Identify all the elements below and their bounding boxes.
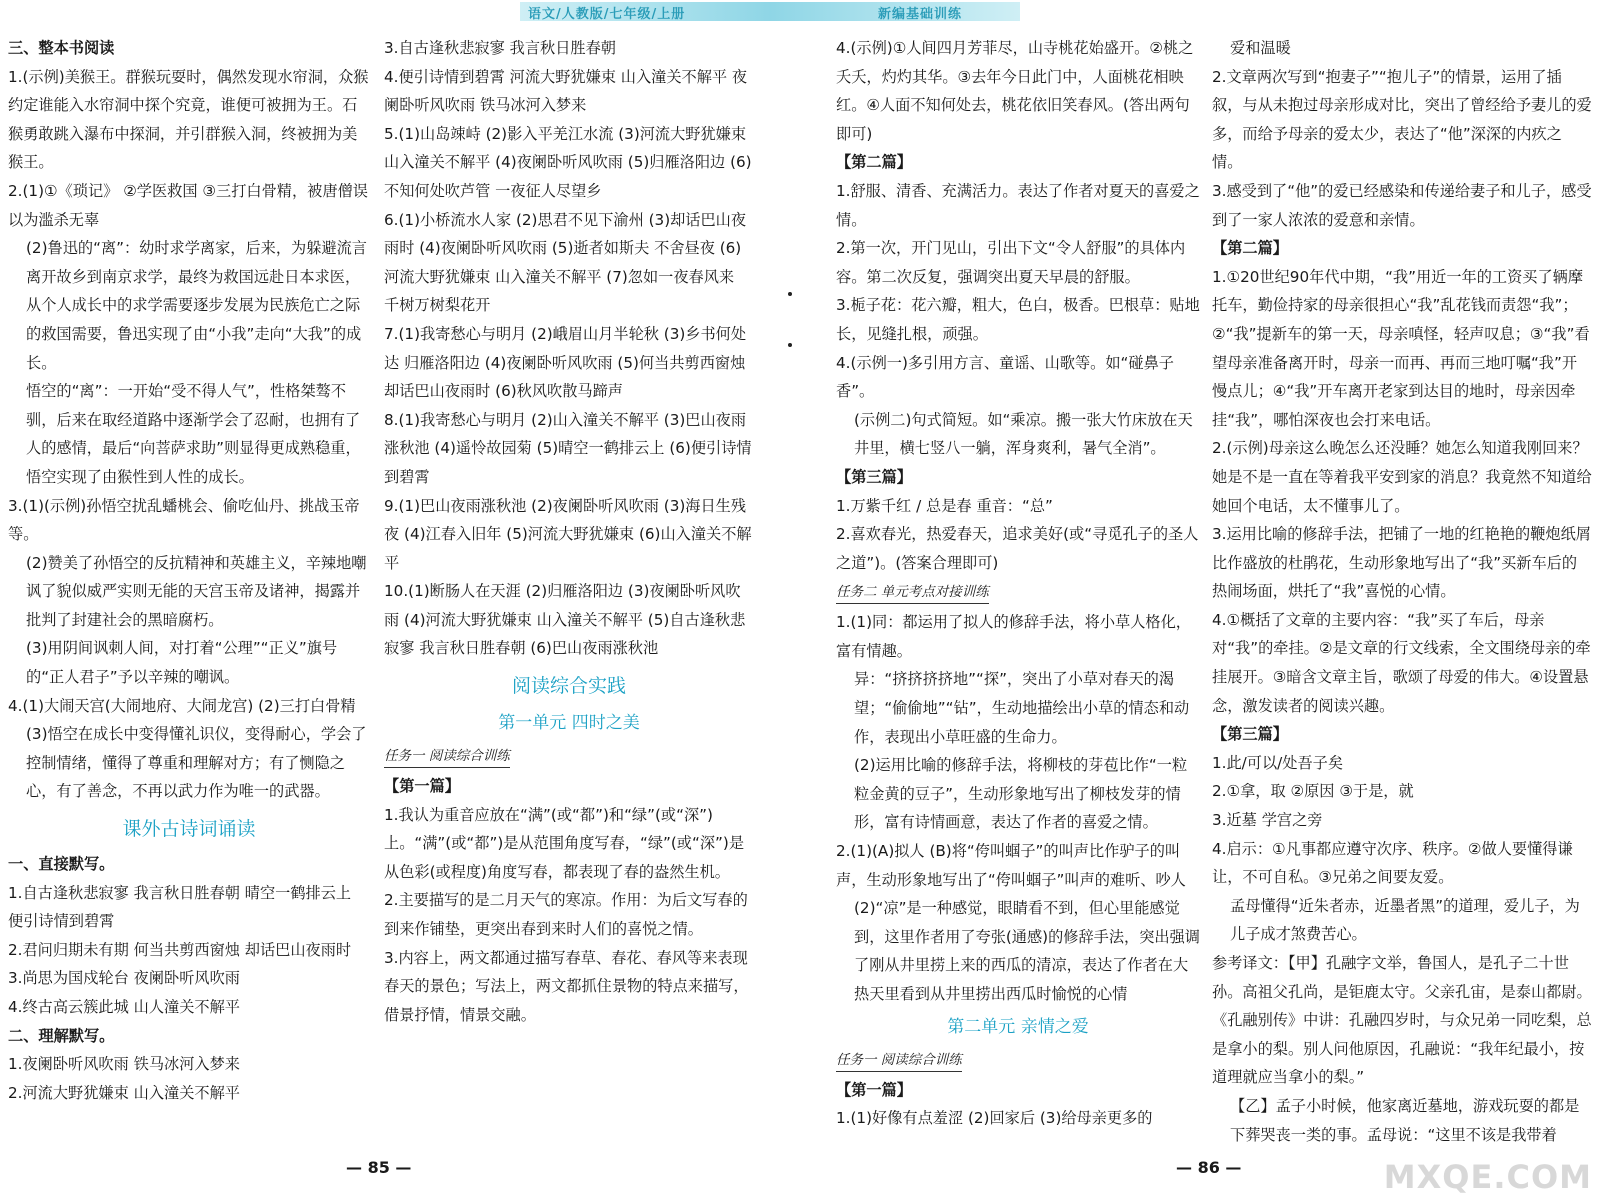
answer-paragraph: (2)赞美了孙悟空的反抗精神和英雄主义，辛辣地嘲讽了貌似威严实则无能的天宫玉帝及诸神，揭露并批判了封建社会的黑暗腐朽。 bbox=[26, 553, 367, 629]
binding-dot bbox=[788, 292, 792, 296]
section-heading: 课外古诗词诵读 bbox=[122, 818, 256, 841]
answer-paragraph: 3.自古逢秋悲寂寥 我言秋日胜春朝 bbox=[384, 39, 616, 57]
answer-paragraph: 异：“挤挤挤挤地”“探”，突出了小草对春天的渴望；“偷偷地”“钻”，生动地描绘出小草的情态和动作，表现出小草旺盛的生命力。 bbox=[854, 670, 1190, 746]
page-number-right: — 86 — bbox=[1176, 1158, 1242, 1177]
answer-paragraph: 2.(示例)母亲这么晚怎么还没睡？她怎么知道我刚回来？她是不是一直在等着我平安到家的消息？我竟然不知道给她回个电话，太不懂事儿了。 bbox=[1212, 439, 1592, 515]
answer-paragraph: (2)鲁迅的“离”：幼时求学离家，后来，为躲避流言离开故乡到南京求学，最终为救国远赴日本求医，从个人成长中的求学需要逐步发展为民族危亡之际的救国需要，鲁迅实现了由“小我”走向“大我”的成长。 bbox=[26, 239, 367, 372]
answer-paragraph: 【乙】孟子小时候，他家离近墓地，游戏玩耍的都是下葬哭丧一类的事。孟母说：“这里不该是我带着 bbox=[1230, 1096, 1580, 1144]
answer-paragraph: 1.舒服、清香、充满活力。表达了作者对夏天的喜爱之情。 bbox=[836, 181, 1200, 229]
answer-paragraph: 3.感受到了“他”的爱已经感染和传递给妻子和儿子，感受到了一家人浓浓的爱意和亲情。 bbox=[1212, 181, 1592, 229]
answer-paragraph: 1.①20世纪90年代中期，“我”用近一年的工资买了辆摩托车，勤俭持家的母亲很担心“我”乱花钱而责怨“我”；②“我”提新车的第一天，母亲嗔怪，轻声叹息；③“我”看望母亲准备离开时，母亲一而再、再而三地叮嘱“我”开慢点儿；④“我”开车离开老家到达目的地时，母亲因牵挂“我”，哪怕深夜也会打来电话。 bbox=[1212, 267, 1590, 429]
answer-paragraph: 1.此/可以/处吾子矣 bbox=[1212, 753, 1344, 772]
answer-paragraph: 参考译文：【甲】孔融字文举，鲁国人，是孔子二十世孙。高祖父孔尚，是钜鹿太守。父亲孔宙，是泰山都尉。《孔融别传》中讲：孔融四岁时，与众兄弟一同吃梨，总是拿小的梨。别人问他原因，孔融说：“我年纪最小，按道理就应当拿小的梨。” bbox=[1212, 954, 1592, 1087]
task-heading: 任务二 单元考点对接训练 bbox=[836, 581, 989, 604]
subheading: 【第三篇】 bbox=[1212, 725, 1288, 744]
column-4 bbox=[1212, 34, 1592, 1149]
answer-paragraph: 爱和温暖 bbox=[1230, 39, 1291, 57]
answer-paragraph: 4.(1)大闹天宫(大闹地府、大闹龙宫) (2)三打白骨精 bbox=[8, 696, 356, 715]
answer-paragraph: 1.(1)同：都运用了拟人的修辞手法，将小草人格化，富有情趣。 bbox=[836, 613, 1191, 660]
binding-dot bbox=[788, 343, 792, 347]
answer-paragraph: 1.夜阑卧听风吹雨 铁马冰河入梦来 bbox=[8, 1055, 240, 1074]
answer-paragraph: 2.第一次，开门见山，引出下文“令人舒服”的具体内容。第二次反复，强调突出夏天早晨的舒服。 bbox=[836, 239, 1186, 286]
answer-paragraph: 4.启示：①凡事都应遵守次序、秩序。②做人要懂得谦让，不可自私。③兄弟之间要友爱。 bbox=[1212, 839, 1573, 887]
answer-paragraph: 悟空的“离”：一开始“受不得人气”，性格桀骜不驯，后来在取经道路中逐渐学会了忍耐，也拥有了人的感情，最后“向菩萨求助”则显得更成熟稳重，悟空实现了由猴性到人性的成长。 bbox=[26, 382, 361, 486]
task-row bbox=[836, 577, 1200, 608]
answer-paragraph: 1.(1)好像有点羞涩 (2)回家后 (3)给母亲更多的 bbox=[836, 1109, 1153, 1128]
answer-paragraph: 4.便引诗情到碧霄 河流大野犹嫌束 山入潼关不解平 夜阑卧听风吹雨 铁马冰河入梦来 bbox=[384, 67, 748, 115]
subheading: 【第三篇】 bbox=[836, 467, 912, 486]
answer-paragraph: 1.我认为重音应放在“满”(或“都”)和“绿”(或“深”)上。“满”(或“都”)是从范围角度写春，“绿”(或“深”)是从色彩(或程度)角度写春，都表现了春的盎然生机。 bbox=[384, 805, 745, 881]
answer-paragraph: (示例二)句式简短。如“乘凉。搬一张大竹床放在天井里，横七竖八一躺，浑身爽利，暑气全消”。 bbox=[854, 410, 1193, 458]
column-2 bbox=[384, 34, 754, 1029]
answer-paragraph: 2.喜欢春光，热爱春天，追求美好(或“寻觅孔子的圣人之道”)。(答案合理即可) bbox=[836, 525, 1199, 572]
answer-paragraph: 10.(1)断肠人在天涯 (2)归雁洛阳边 (3)夜阑卧听风吹雨 (4)河流大野犹嫌束 山入潼关不解平 (5)自古逢秋悲寂寥 我言秋日胜春朝 (6)巴山夜雨涨秋池 bbox=[384, 582, 746, 658]
header-series: 新编基础训练 bbox=[878, 7, 963, 22]
task-heading: 任务一 阅读综合训练 bbox=[836, 1049, 962, 1072]
answer-paragraph: 3.内容上，两文都通过描写春草、春花、春风等来表现春天的景色；写法上，两文都抓住景物的特点来描写，借景抒情，情景交融。 bbox=[384, 948, 749, 1024]
subheading: 【第一篇】 bbox=[836, 1080, 912, 1099]
answer-paragraph: 6.(1)小桥流水人家 (2)思君不见下渝州 (3)却话巴山夜雨时 (4)夜阑卧听风吹雨 (5)逝者如斯夫 不舍昼夜 (6)河流大野犹嫌束 山入潼关不解平 (7)忽如一夜春风来 千树万树梨花开 bbox=[384, 210, 747, 315]
answer-paragraph: (3)用阴间讽刺人间，对打着“公理”“正义”旗号的“正人君子”予以辛辣的嘲讽。 bbox=[26, 639, 338, 687]
answer-paragraph: 2.君问归期未有期 何当共剪西窗烛 却话巴山夜雨时 bbox=[8, 940, 352, 959]
header-subject: 语文/人教版/七年级/上册 bbox=[528, 7, 686, 22]
answer-paragraph: 2.(1)(A)拟人 (B)将“侉叫蝈子”的叫声比作驴子的叫声，生动形象地写出了“侉叫蝈子”叫声的难听、吵人 bbox=[836, 842, 1186, 889]
task-row bbox=[836, 1045, 1200, 1076]
subheading: 【第一篇】 bbox=[384, 777, 460, 796]
column-3 bbox=[836, 34, 1200, 1133]
page-header bbox=[0, 0, 1600, 24]
answer-paragraph: 4.终古高云簇此城 山人潼关不解平 bbox=[8, 998, 240, 1016]
section-heading: 第二单元 亲情之爱 bbox=[947, 1016, 1089, 1037]
answer-paragraph: 3.近墓 学宫之旁 bbox=[1212, 811, 1323, 830]
answer-paragraph: 1.(示例)美猴王。群猴玩耍时，偶然发现水帘洞，众猴约定谁能入水帘洞中探个究竟，谁便可被拥为王。石猴勇敢跳入瀑布中探洞，并引群猴入洞，终被拥为美猴王。 bbox=[8, 67, 369, 172]
subheading: 一、直接默写。 bbox=[8, 855, 115, 874]
answer-paragraph: 1.万紫千红 / 总是春 重音：“总” bbox=[836, 496, 1053, 515]
answer-paragraph: 7.(1)我寄愁心与明月 (2)峨眉山月半轮秋 (3)乡书何处达 归雁洛阳边 (4)夜阑卧听风吹雨 (5)何当共剪西窗烛 却话巴山夜雨时 (6)秋风吹散马蹄声 bbox=[384, 324, 747, 401]
subheading: 二、理解默写。 bbox=[8, 1026, 115, 1045]
watermark: MXQE.COM bbox=[1383, 1158, 1592, 1196]
answer-paragraph: 3.(1)(示例)孙悟空扰乱蟠桃会、偷吃仙丹、挑战玉帝等。 bbox=[8, 496, 360, 544]
column-1 bbox=[8, 34, 370, 1107]
subheading: 【第二篇】 bbox=[1212, 239, 1288, 258]
answer-paragraph: 2.主要描写的是二月天气的寒凉。作用：为后文写春的到来作铺垫，更突出春到来时人们的喜悦之情。 bbox=[384, 891, 748, 939]
answer-paragraph: 孟母懂得“近朱者赤，近墨者黑”的道理，爱儿子，为儿子成才煞费苦心。 bbox=[1230, 896, 1580, 944]
answer-paragraph: 2.河流大野犹嫌束 山入潼关不解平 bbox=[8, 1083, 240, 1102]
answer-paragraph: (3)悟空在成长中变得懂礼识仪，变得耐心，学会了控制情绪，懂得了尊重和理解对方；有了恻隐之心，有了善念，不再以武力作为唯一的武器。 bbox=[26, 725, 367, 801]
answer-paragraph: (2)运用比喻的修辞手法，将柳枝的芽苞比作“一粒粒金黄的豆子”，生动形象地写出了柳枝发芽的情形，富有诗情画意，表达了作者的喜爱之情。 bbox=[854, 756, 1188, 832]
task-row bbox=[384, 741, 754, 772]
answer-paragraph: 9.(1)巴山夜雨涨秋池 (2)夜阑卧听风吹雨 (3)海日生残夜 (4)江春入旧年 (5)河流大野犹嫌束 (6)山入潼关不解平 bbox=[384, 496, 752, 572]
section-heading: 第一单元 四时之美 bbox=[498, 713, 640, 734]
answer-paragraph: 1.自古逢秋悲寂寥 我言秋日胜春朝 晴空一鹤排云上 便引诗情到碧霄 bbox=[8, 883, 352, 931]
answer-paragraph: 2.(1)①《琐记》 ②学医救国 ③三打白骨精，被唐僧误以为滥杀无辜 bbox=[8, 181, 368, 229]
answer-paragraph: 8.(1)我寄愁心与明月 (2)山入潼关不解平 (3)巴山夜雨涨秋池 (4)遥怜故园菊 (5)晴空一鹤排云上 (6)便引诗情到碧霄 bbox=[384, 410, 752, 486]
answer-paragraph: 5.(1)山岛竦峙 (2)影入平羌江水流 (3)河流大野犹嫌束 山入潼关不解平 (4)夜阑卧听风吹雨 (5)归雁洛阳边 (6)不知何处吹芦管 一夜征人尽望乡 bbox=[384, 124, 752, 200]
answer-paragraph: 2.文章两次写到“抱妻子”“抱儿子”的情景，运用了插叙，与从未抱过母亲形成对比，突出了曾经给予妻儿的爱多，而给予母亲的爱太少，表达了“他”深深的内疚之情。 bbox=[1212, 67, 1592, 172]
answer-paragraph: 3.栀子花：花六瓣，粗大，色白，极香。巴根草：贴地长，见缝扎根，顽强。 bbox=[836, 296, 1200, 343]
task-heading: 任务一 阅读综合训练 bbox=[384, 745, 510, 768]
answer-paragraph: 4.(示例一)多引用方言、童谣、山歌等。如“碰鼻子香”。 bbox=[836, 353, 1174, 401]
answer-paragraph: 2.①拿，取 ②原因 ③于是，就 bbox=[1212, 782, 1414, 801]
answer-paragraph: 4.①概括了文章的主要内容：“我”买了车后，母亲对“我”的牵挂。②是文章的行文线索，全文围绕母亲的牵挂展开。③暗含文章主旨，歌颂了母爱的伟大。④设置悬念，激发读者的阅读兴趣。 bbox=[1212, 610, 1591, 715]
answer-paragraph: 3.尚思为国戍轮台 夜阑卧听风吹雨 bbox=[8, 969, 240, 988]
subheading: 【第二篇】 bbox=[836, 153, 912, 172]
subheading: 三、整本书阅读 bbox=[8, 39, 115, 57]
answer-paragraph: 3.运用比喻的修辞手法，把铺了一地的红艳艳的鞭炮纸屑比作盛放的杜鹃花，生动形象地写出了“我”买新车后的热闹场面，烘托了“我”喜悦的心情。 bbox=[1212, 525, 1591, 601]
section-heading: 阅读综合实践 bbox=[511, 675, 626, 698]
page-number-left: — 85 — bbox=[346, 1158, 412, 1177]
answer-paragraph: (2)“凉”是一种感觉，眼睛看不到，但心里能感觉到，这里作者用了夸张(通感)的修辞手法，突出强调了刚从井里捞上来的西瓜的清凉，表达了作者在大热天里看到从井里捞出西瓜时愉悦的心情 bbox=[854, 899, 1200, 1003]
answer-paragraph: 4.(示例)①人间四月芳菲尽，山寺桃花始盛开。②桃之夭夭，灼灼其华。③去年今日此门中，人面桃花相映红。④人面不知何处去，桃花依旧笑春风。(答出两句即可) bbox=[836, 39, 1194, 143]
